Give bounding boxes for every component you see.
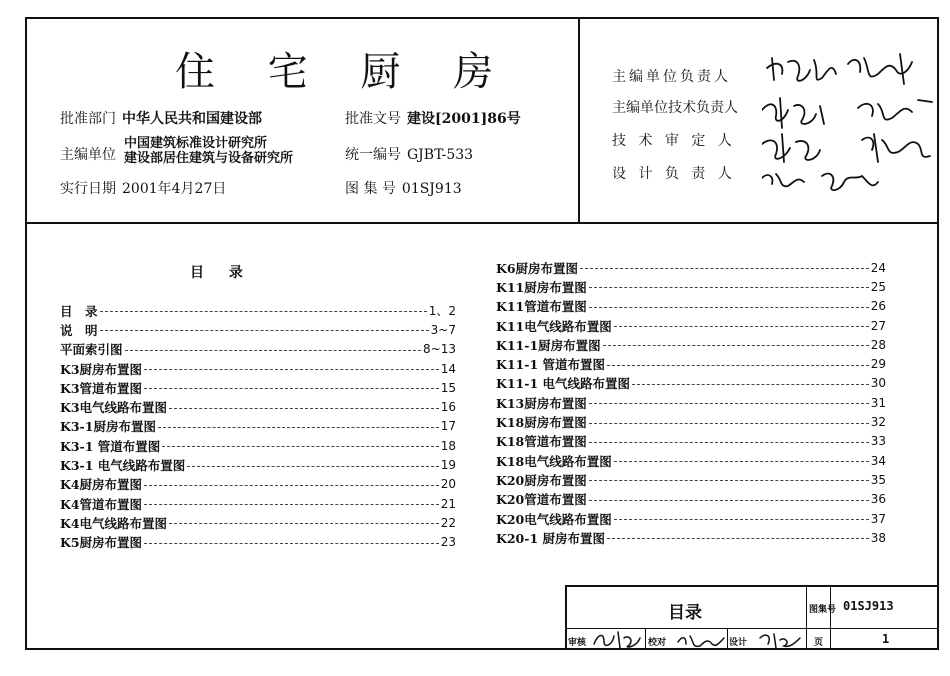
toc-item[interactable]: K6厨房布置图 24 xyxy=(496,260,886,276)
toc-item[interactable]: K3电气线路布置图 16 xyxy=(60,400,456,416)
toc-item[interactable]: K3管道布置图 15 xyxy=(60,380,456,396)
effective-date-value: 2001年4月27日 xyxy=(122,181,227,197)
editor-unit-label: 主编单位 xyxy=(60,147,116,163)
handwritten-signatures xyxy=(762,40,937,200)
unified-no-row xyxy=(345,144,473,164)
title-block-divider-2 xyxy=(830,585,831,650)
title-block-atlas-value: 01SJ913 xyxy=(843,599,894,613)
toc-item[interactable]: K11-1厨房布置图 28 xyxy=(496,337,886,353)
toc-item[interactable]: 平面索引图 8~13 xyxy=(60,342,456,358)
toc-item[interactable]: K5厨房布置图 23 xyxy=(60,535,456,551)
toc-item[interactable]: K11-1 电气线路布置图 30 xyxy=(496,376,886,392)
toc-item[interactable]: K3厨房布置图 14 xyxy=(60,361,456,377)
toc-item[interactable]: K3-1厨房布置图 17 xyxy=(60,419,456,435)
page-label: 页 xyxy=(814,638,824,648)
approval-doc-row xyxy=(345,108,521,128)
toc-item[interactable]: K18电气线路布置图 34 xyxy=(496,453,886,469)
header-divider xyxy=(25,222,939,224)
toc-heading: 目 录 xyxy=(190,265,253,281)
toc-item[interactable]: K20管道布置图 36 xyxy=(496,492,886,508)
toc-item[interactable]: K4管道布置图 21 xyxy=(60,496,456,512)
toc-item[interactable]: 说 明 3~7 xyxy=(60,322,456,338)
toc-item[interactable]: K4厨房布置图 20 xyxy=(60,477,456,493)
approval-dept-row xyxy=(60,108,262,128)
approval-doc-label: 批准文号 xyxy=(345,111,401,127)
header-column-divider xyxy=(578,17,580,223)
tech-reviewer-label: 技 术 审 定 人 xyxy=(612,133,736,149)
title-block-atlas-label: 图集号 xyxy=(809,605,837,615)
approval-dept-value: 中华人民共和国建设部 xyxy=(122,111,262,127)
toc-item[interactable]: K20厨房布置图 35 xyxy=(496,472,886,488)
toc-item[interactable]: 目 录 1、2 xyxy=(60,303,456,319)
effective-date-label: 实行日期 xyxy=(60,181,116,197)
review-label: 审核 xyxy=(568,638,587,648)
toc-item[interactable]: K18厨房布置图 32 xyxy=(496,415,886,431)
toc-item[interactable]: K4电气线路布置图 22 xyxy=(60,515,456,531)
page-title: 住 宅 厨 房 xyxy=(175,49,514,95)
toc-item[interactable]: K11厨房布置图 25 xyxy=(496,279,886,295)
title-block-left-border xyxy=(565,585,567,650)
toc-item[interactable]: K3-1 电气线路布置图 19 xyxy=(60,458,456,474)
editor-unit-line-2: 建设部居住建筑与设备研究所 xyxy=(124,151,294,166)
unified-no-value: GJBT-533 xyxy=(407,147,474,163)
toc-left-column xyxy=(60,301,456,552)
page-number: 1 xyxy=(882,632,890,646)
atlas-no-row xyxy=(345,178,462,198)
chief-editor-label: 主编单位负责人 xyxy=(612,69,731,85)
toc-item[interactable]: K13厨房布置图 31 xyxy=(496,395,886,411)
toc-item[interactable]: K20电气线路布置图 37 xyxy=(496,511,886,527)
title-block-signatures xyxy=(590,628,805,650)
toc-item[interactable]: K11电气线路布置图 27 xyxy=(496,318,886,334)
toc-item[interactable]: K3-1 管道布置图 18 xyxy=(60,438,456,454)
editor-unit-line-1: 中国建筑标准设计研究所 xyxy=(124,136,268,151)
title-block-top-border xyxy=(565,585,939,587)
approval-dept-label: 批准部门 xyxy=(60,111,116,127)
tech-lead-label: 主编单位技术负责人 xyxy=(612,100,738,116)
approval-doc-value: 建设[2001]86号 xyxy=(407,111,521,127)
title-block-divider-1 xyxy=(806,585,807,650)
effective-date-row xyxy=(60,178,226,198)
unified-no-label: 统一编号 xyxy=(345,147,401,163)
toc-right-column xyxy=(496,258,886,547)
toc-item[interactable]: K11管道布置图 26 xyxy=(496,299,886,315)
toc-item[interactable]: K18管道布置图 33 xyxy=(496,434,886,450)
check-label: 校对 xyxy=(648,638,667,648)
editor-unit-value xyxy=(124,136,293,166)
design-lead-label: 设 计 负 责 人 xyxy=(612,166,736,182)
title-block-title: 目录 xyxy=(668,603,702,623)
atlas-no-label: 图 集 号 xyxy=(345,181,396,197)
toc-item[interactable]: K11-1 管道布置图 29 xyxy=(496,357,886,373)
atlas-no-value: 01SJ913 xyxy=(401,181,462,197)
toc-item[interactable]: K20-1 厨房布置图 38 xyxy=(496,530,886,546)
design-label: 设计 xyxy=(729,638,748,648)
